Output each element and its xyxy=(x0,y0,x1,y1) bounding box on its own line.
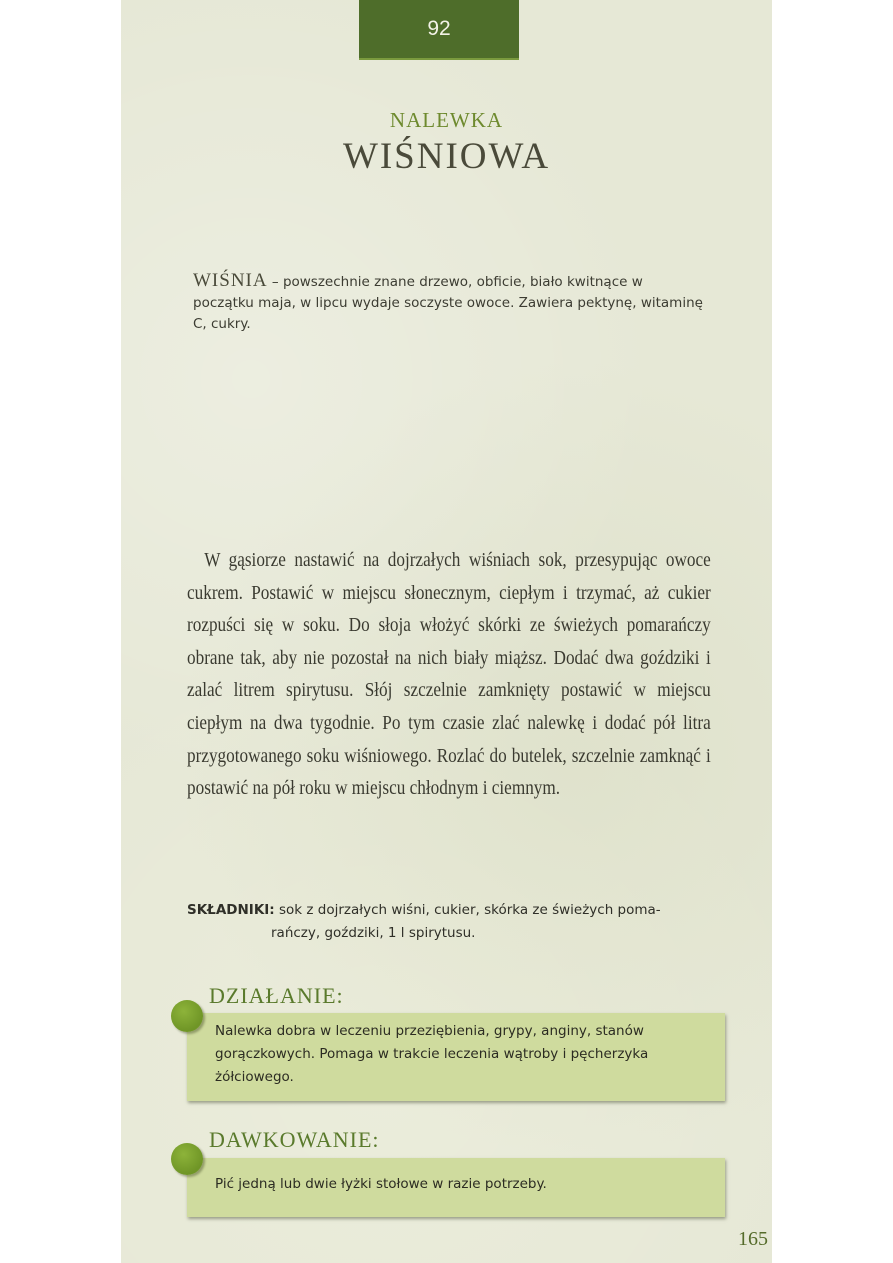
page-number: 165 xyxy=(738,1228,768,1250)
intro-term: WIŚNIA xyxy=(193,270,268,291)
dosage-box xyxy=(187,1158,725,1217)
dosage-heading: DAWKOWANIE: xyxy=(209,1127,380,1152)
action-heading: DZIAŁANIE: xyxy=(209,983,344,1008)
bullet-dot-icon xyxy=(171,1143,203,1175)
bullet-dot-icon xyxy=(171,1000,203,1032)
action-box xyxy=(187,1013,725,1101)
dosage-text: Pić jedną lub dwie łyżki stołowe w razie potrzeby. xyxy=(215,1176,547,1192)
action-text: Nalewka dobra w leczeniu przeziębienia, grypy, anginy, stanów gorączkowych. Pomaga w trakcie leczenia wątroby i pęcherzyka żółciowego. xyxy=(215,1023,649,1085)
book-page xyxy=(121,0,772,1263)
ingredients-line-1: sok z dojrzałych wiśni, cukier, skórka ze świeżych poma- xyxy=(274,902,661,918)
recipe-number: 92 xyxy=(427,17,451,40)
intro-paragraph xyxy=(193,270,703,335)
page-title: WIŚNIOWA xyxy=(342,136,551,177)
ingredients-block xyxy=(187,899,707,945)
ingredients-label: SKŁADNIKI: xyxy=(187,902,275,918)
preparation-paragraph: W gąsiorze nastawić na dojrzałych wiśniach sok, przesypując owoce cukrem. Postawić w miejscu słonecznym, ciepłym i trzymać, aż cukier rozpuści się w soku. Do słoja włożyć skórki ze świeżych pomarańczy obrane tak, aby nie pozostał na nich biały miąższ. Dodać dwa goździki i zalać litrem spirytusu. Słój szczelnie zamknięty postawić w miejscu ciepłym na dwa tygodnie. Po tym czasie zlać nalewkę i dodać pół litra przygotowanego soku wiśniowego. Rozlać do butelek, szczelnie zamknąć i postawić na pół roku w miejscu chłodnym i ciemnym. xyxy=(187,549,711,800)
recipe-number-badge xyxy=(359,0,519,60)
title-subheading: NALEWKA xyxy=(389,108,504,132)
intro-text: – powszechnie znane drzewo, obficie, biało kwitnące w początku maja, w lipcu wydaje soczyste owoce. Zawiera pektynę, witaminę C, cukry. xyxy=(193,274,703,332)
ingredients-line-2: rańczy, goździki, 1 l spirytusu. xyxy=(271,925,476,941)
